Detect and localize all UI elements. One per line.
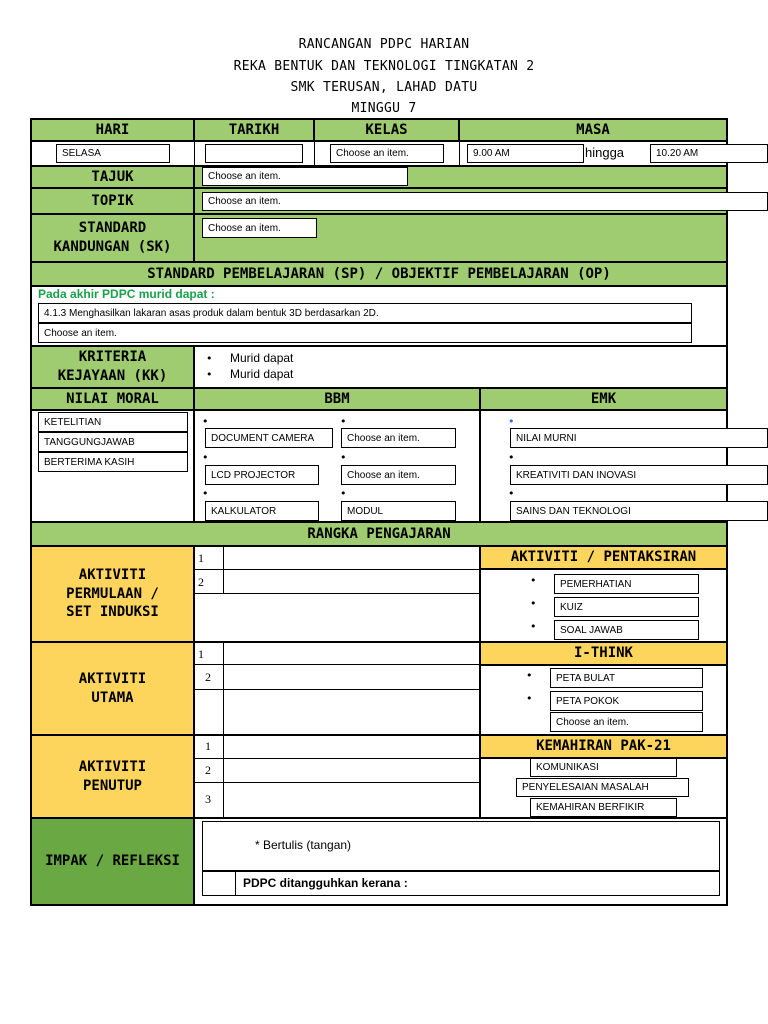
sk-label [30, 213, 195, 263]
permulaan-num-2: 2 [198, 575, 204, 589]
ithink-item-1[interactable]: PETA BULAT [550, 668, 703, 688]
masa-hingga-label: hingga [585, 145, 625, 160]
nilai-moral-label: NILAI MORAL [30, 387, 195, 411]
impak-bertulis-text: * Bertulis (tangan) [255, 838, 352, 852]
emk-item-3[interactable]: SAINS DAN TEKNOLOGI [510, 501, 768, 521]
pentaksiran-item-2[interactable]: KUIZ [554, 597, 699, 617]
pentaksiran-item-1[interactable]: PEMERHATIAN [554, 574, 699, 594]
permulaan-label-line1: AKTIVITI [78, 566, 147, 583]
nilai-moral-item-2[interactable]: TANGGUNGJAWAB [38, 432, 188, 452]
pak21-item-1[interactable]: KOMUNIKASI [530, 758, 677, 777]
sk-label-line2: KANDUNGAN (SK) [53, 239, 172, 255]
permulaan-num-1: 1 [198, 551, 204, 565]
topik-dropdown[interactable]: Choose an item. [202, 192, 768, 211]
penutup-label [30, 734, 195, 819]
sk-label-line1: STANDARD [78, 220, 147, 237]
penutup-num-3: 3 [205, 792, 211, 806]
pentaksiran-label: AKTIVITI / PENTAKSIRAN [479, 545, 728, 570]
permulaan-body [193, 545, 481, 643]
kk-label [30, 345, 195, 389]
pentaksiran-item-3[interactable]: SOAL JAWAB [554, 620, 699, 640]
penutup-label-line1: AKTIVITI [78, 758, 147, 775]
doc-school: SMK TERUSAN, LAHAD DATU [290, 80, 478, 95]
hari-field[interactable]: SELASA [56, 144, 170, 163]
pak21-label: KEMAHIRAN PAK-21 [479, 734, 728, 759]
utama-label [30, 641, 195, 736]
col-tarikh: TARIKH [193, 118, 315, 142]
penutup-num-1: 1 [205, 739, 211, 753]
kk-label-line1: KRITERIA [78, 349, 147, 366]
utama-num-1: 1 [198, 647, 204, 661]
ithink-item-2[interactable]: PETA POKOK [550, 691, 703, 711]
col-kelas: KELAS [313, 118, 460, 142]
ithink-item-3-dropdown[interactable]: Choose an item. [550, 712, 703, 732]
ithink-label: I-THINK [479, 641, 728, 666]
bbm-right-2-dropdown[interactable]: Choose an item. [341, 465, 456, 485]
sp-heading: STANDARD PEMBELAJARAN (SP) / OBJEKTIF PEMBELAJARAN (OP) [30, 261, 728, 287]
emk-label: EMK [479, 387, 728, 411]
sk-dropdown[interactable]: Choose an item. [202, 218, 317, 238]
kk-label-line2: KEJAYAAN (KK) [57, 368, 168, 384]
nilai-moral-item-3[interactable]: BERTERIMA KASIH [38, 452, 188, 472]
emk-item-2[interactable]: KREATIVITI DAN INOVASI [510, 465, 768, 485]
sp-intro: Pada akhir PDPC murid dapat : [38, 287, 215, 301]
bbm-right-1-dropdown[interactable]: Choose an item. [341, 428, 456, 448]
bbm-left-1[interactable]: DOCUMENT CAMERA [205, 428, 333, 448]
topik-label: TOPIK [30, 187, 195, 215]
permulaan-label [30, 545, 195, 643]
penutup-num-2: 2 [205, 763, 211, 777]
col-hari: HARI [30, 118, 195, 142]
impak-ditangguhkan-text: PDPC ditangguhkan kerana : [243, 876, 408, 890]
pak21-item-3[interactable]: KEMAHIRAN BERFIKIR [530, 798, 677, 817]
tajuk-dropdown[interactable]: Choose an item. [202, 167, 408, 186]
emk-item-1[interactable]: NILAI MURNI [510, 428, 768, 448]
doc-week: MINGGU 7 [351, 101, 417, 116]
penutup-label-line2: PENUTUP [82, 777, 142, 794]
nilai-moral-item-1[interactable]: KETELITIAN [38, 412, 188, 432]
bbm-left-2[interactable]: LCD PROJECTOR [205, 465, 319, 485]
kk-item-1[interactable]: Murid dapat [230, 351, 294, 365]
kk-item-2[interactable]: Murid dapat [230, 367, 294, 381]
bbm-label: BBM [193, 387, 481, 411]
doc-title: RANCANGAN PDPC HARIAN [298, 37, 470, 52]
permulaan-label-line3: SET INDUKSI [66, 604, 159, 621]
sp-item-2-dropdown[interactable]: Choose an item. [38, 323, 692, 343]
impak-label: IMPAK / REFLEKSI [30, 817, 195, 906]
tarikh-field[interactable] [205, 144, 303, 163]
doc-subject: REKA BENTUK DAN TEKNOLOGI TINGKATAN 2 [233, 59, 535, 74]
bbm-right-3[interactable]: MODUL [341, 501, 456, 521]
utama-label-line2: UTAMA [91, 689, 134, 706]
rangka-heading: RANGKA PENGAJARAN [30, 521, 728, 547]
kelas-dropdown[interactable]: Choose an item. [330, 144, 444, 163]
col-masa: MASA [458, 118, 728, 142]
tajuk-label: TAJUK [30, 165, 195, 189]
pak21-item-2[interactable]: PENYELESAIAN MASALAH [516, 778, 689, 797]
masa-start-field[interactable]: 9.00 AM [467, 144, 584, 163]
penutup-body [193, 734, 481, 819]
bbm-left-3[interactable]: KALKULATOR [205, 501, 319, 521]
sp-item-1[interactable]: 4.1.3 Menghasilkan lakaran asas produk dalam bentuk 3D berdasarkan 2D. [38, 303, 692, 323]
masa-end-field[interactable]: 10.20 AM [650, 144, 768, 163]
permulaan-label-line2: PERMULAAN / [66, 585, 159, 602]
utama-num-2: 2 [205, 670, 211, 684]
utama-label-line1: AKTIVITI [78, 670, 147, 687]
